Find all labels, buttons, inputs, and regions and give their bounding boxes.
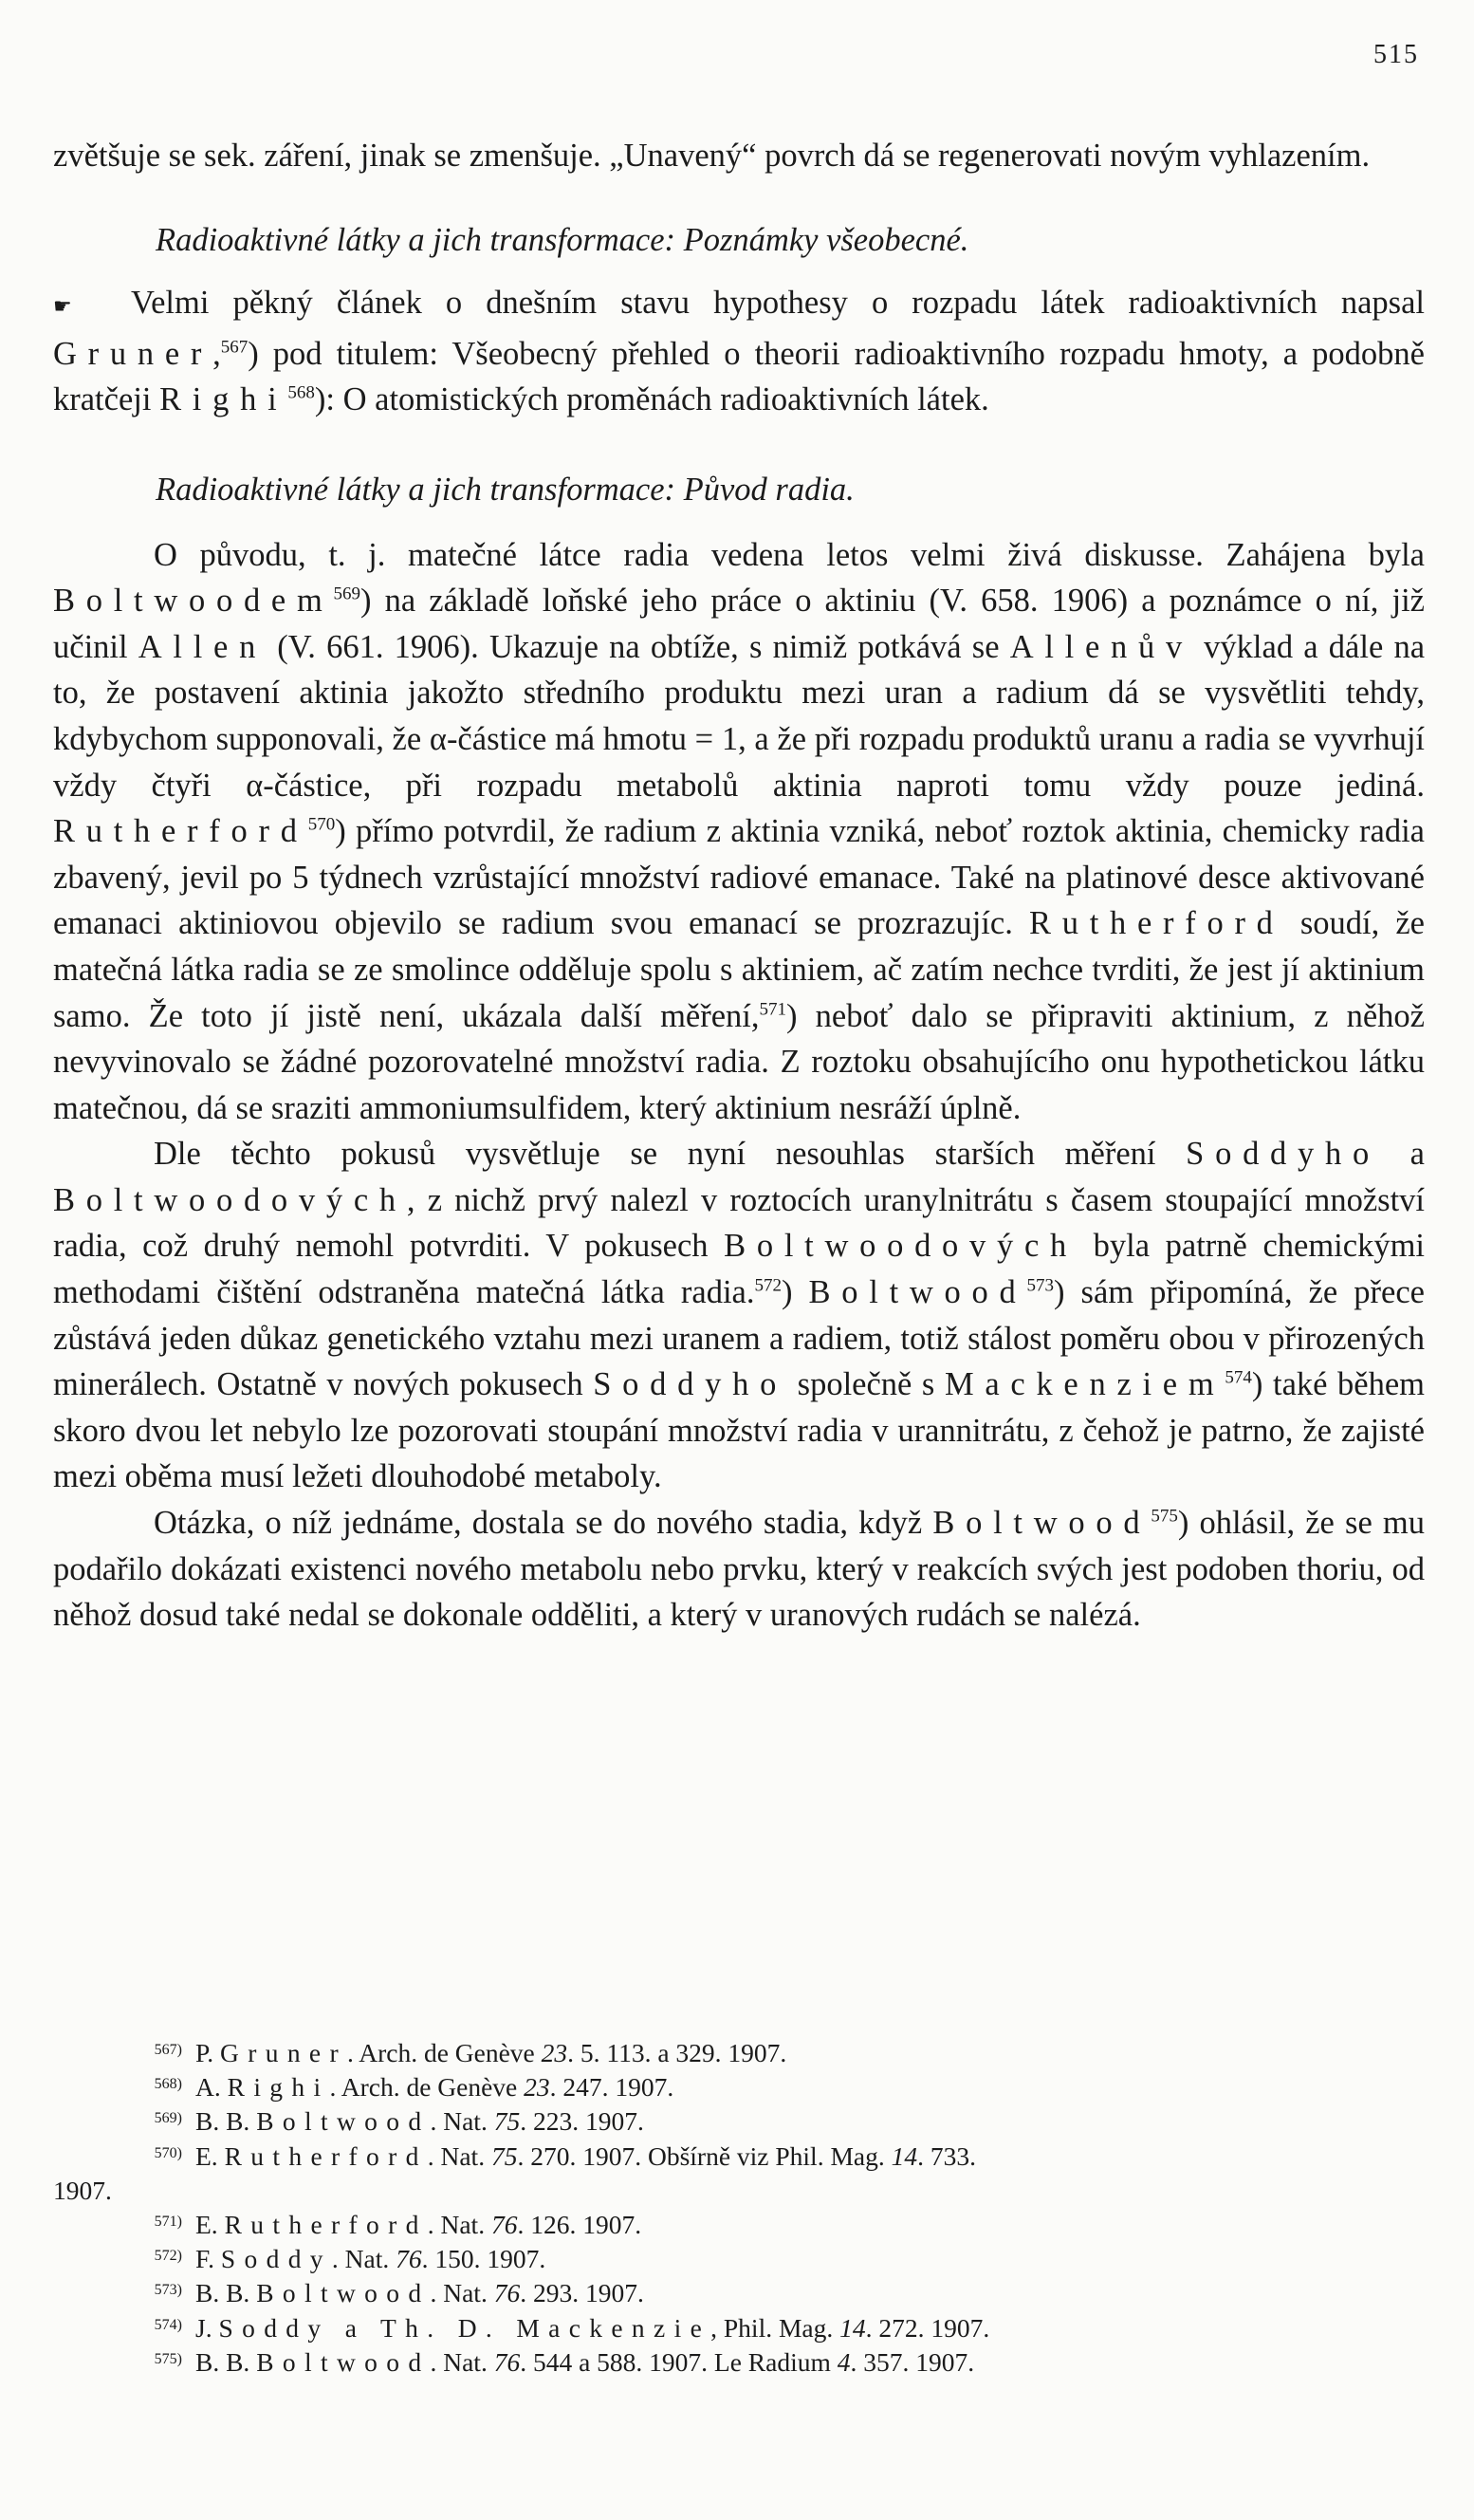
footnote-ref[interactable]: 573 xyxy=(1026,1275,1054,1296)
author-name: Mackenziem xyxy=(944,1366,1225,1403)
footnote-574: 574) J. Soddy a Th. D. Mackenzie, Phil. Mag. 14. 272. 1907. xyxy=(154,2312,990,2343)
author-name: Allenův xyxy=(1009,628,1193,665)
author-name: Allen xyxy=(138,628,267,665)
footnotes xyxy=(53,2036,1425,2380)
footnote-567: 567) P. Gruner. Arch. de Genève 23. 5. 113. a 329. 1907. xyxy=(154,2038,787,2067)
author-name: Boltwoodem xyxy=(53,583,334,620)
author-name: Soddyho xyxy=(593,1366,788,1403)
author-name: Soddyho xyxy=(1186,1136,1380,1173)
paragraph-intro: zvětšuje se sek. záření, jinak se zmenšuje. „Unavený“ povrch dá se regenerovati novým vyhlazením. xyxy=(53,138,1371,174)
section-heading-general-notes: Radioaktivné látky a jich transformace: Poznámky všeobecné. xyxy=(156,221,969,258)
paragraph-gruner-righi: ☛ Velmi pěkný článek o dnešním stavu hypothesy o rozpadu látek radioaktivních napsal Gruner,$^{567}$) pod titulem: Všeobecný přehled o theorii radioaktivního rozpadu hmoty, a podobně kratčeji Righi$^{568}$): O atomistických proměnách radioaktivních látek. xyxy=(53,285,1425,418)
footnote-ref[interactable]: 567 xyxy=(220,337,249,358)
main-text xyxy=(53,133,1425,1639)
footnote-570-continuation: 1907. xyxy=(53,2175,112,2205)
page-number: 515 xyxy=(1373,40,1419,69)
author-name: Boltwoodových xyxy=(53,1181,407,1218)
author-name: Rutherford xyxy=(1028,905,1284,942)
footnote-572: 572) F. Soddy. Nat. 76. 150. 1907. xyxy=(154,2244,546,2274)
footnote-ref[interactable]: 568 xyxy=(287,382,315,403)
footnote-ref[interactable]: 569 xyxy=(333,584,361,604)
footnote-ref[interactable]: 572 xyxy=(754,1275,782,1296)
author-name: Boltwood xyxy=(932,1505,1152,1542)
footnote-ref[interactable]: 570 xyxy=(307,814,336,835)
footnote-ref[interactable]: 571 xyxy=(759,999,786,1019)
author-name: Rutherford xyxy=(53,813,308,850)
paragraph-origin: O původu, t. j. matečné látce radia vedena letos velmi živá diskusse. Zahájena byla Boltwoodem$^{569}$) na základě loňské jeho práce o aktiniu (V. 658. 1906) a poznámce o ní, již učinil Allen (V. 661. 1906). Ukazuje na obtíže, s nimiž potkává se Allenův výklad a dále na to, že postavení aktinia jakožto středního produktu mezi uran a radium dá se vysvětliti tehdy, kdybychom supponovali, že α-částice má hmotu = 1, a že při rozpadu produktů uranu a radia se vyvrhují vždy čtyři α-částice, při rozpadu metabolů aktinia naproti tomu vždy pouze jediná. Rutherford$^{570}$) přímo potvrdil, že radium z aktinia vzniká, neboť roztok aktinia, chemicky radia zbavený, jevil po 5 týdnech vzrůstající množství radiové emanace. Také na platinové desce aktivované emanaci aktiniovou objevilo se radium svou emanací se prozrazujíc. Rutherford soudí, že matečná látka radia se ze smolince odděluje spolu s aktiniem, ač zatím nechce tvrditi, že jest jí aktinium samo. Že toto jí jistě není, ukázala další měření,$^{571}$) neboť dalo se připraviti aktinium, z něhož nevyvinovalo se žádné pozorovatelné množství radia. Z roztoku obsahujícího onu hypothetickou látku matečnou, dá se sraziti ammoniumsulfidem, který aktinium nesráží úplně. xyxy=(53,536,1426,1126)
author-name: Boltwood xyxy=(808,1274,1027,1311)
section-heading-origin-of-radium: Radioaktivné látky a jich transformace: Původ radia. xyxy=(156,471,855,508)
paragraph-new-stage: Otázka, o níž jednáme, dostala se do nového stadia, když Boltwood$^{575}$) ohlásil, že se mu podařilo dokázati existenci nového metabolu nebo prvku, který v reakcích svých jest podoben thoriu, od něhož dosud také nedal se dokonale odděliti, a který v uranových rudách se nalézá. xyxy=(53,1505,1425,1634)
footnote-573: 573) B. B. Boltwood. Nat. 76. 293. 1907. xyxy=(154,2278,644,2308)
pointing-hand-icon: ☛ xyxy=(53,295,72,320)
footnote-575: 575) B. B. Boltwood. Nat. 76. 544 a 588. 1907. Le Radium 4. 357. 1907. xyxy=(154,2346,975,2377)
footnote-569: 569) B. B. Boltwood. Nat. 75. 223. 1907. xyxy=(154,2106,644,2137)
paragraph-experiments: Dle těchto pokusů vysvětluje se nyní nesouhlas starších měření Soddyho a Boltwoodových, z nichž prvý nalezl v roztocích uranylnitrátu s časem stoupající množství radia, což druhý nemohl potvrditi. V pokusech Boltwoodových byla patrně chemickými methodami čištění odstraněna matečná látka radia.$^{572}$) Boltwood$^{573}$) sám připomíná, že přece zůstává jeden důkaz genetického vztahu mezi uranem a radiem, totiž stálost poměru obou v přirozených minerálech. Ostatně v nových pokusech Soddyho společně s Mackenziem$^{574}$) také během skoro dvou let nebylo lze pozorovati stoupání množství radia v urannitrátu, z čehož je patrno, že zajisté mezi oběma musí ležeti dlouhodobé metaboly. xyxy=(53,1136,1425,1495)
footnote-ref[interactable]: 575 xyxy=(1151,1506,1178,1527)
footnote-571: 571) E. Rutherford. Nat. 76. 126. 1907. xyxy=(154,2210,642,2240)
footnote-ref[interactable]: 574 xyxy=(1225,1367,1252,1388)
author-name: Righi xyxy=(159,381,288,418)
author-name: Boltwoodových xyxy=(724,1228,1078,1265)
footnote-570: 570) E. Rutherford. Nat. 75. 270. 1907. Obšírně viz Phil. Mag. 14. 733. xyxy=(154,2140,976,2171)
author-name: Gruner xyxy=(53,335,213,372)
footnote-568: 568) A. Righi. Arch. de Genève 23. 247. 1907. xyxy=(154,2072,674,2103)
